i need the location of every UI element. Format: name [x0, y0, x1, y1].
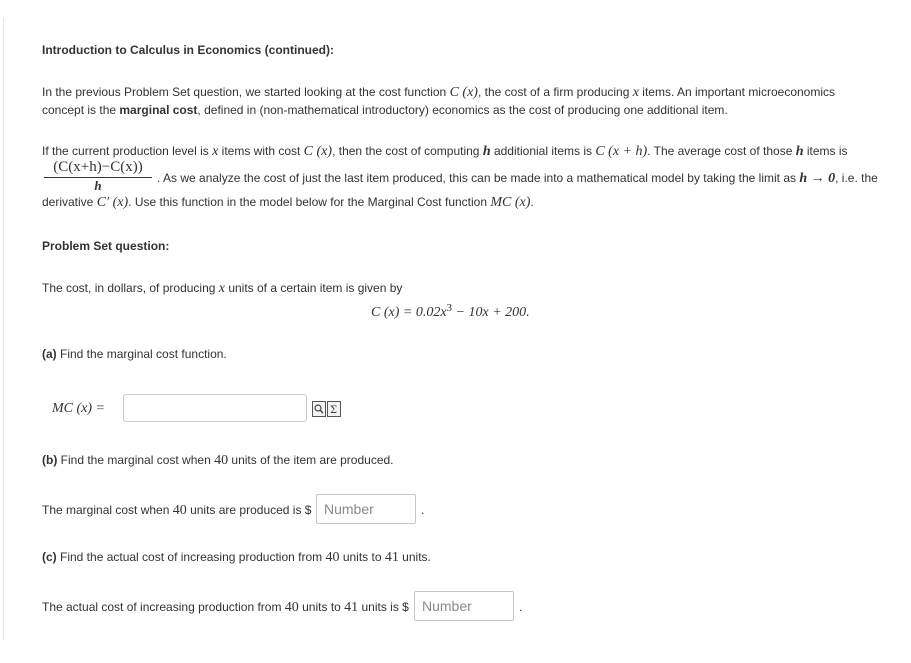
part-b-answer-text: The marginal cost when 40 units are produced is $ — [42, 503, 312, 518]
part-c-answer-text: The actual cost of increasing production from 40 units to 41 units is $ — [42, 600, 409, 615]
intro-line-3: If the current production level is x items with cost C (x), then the cost of computing h additionial items is C (x + h). The average cost of those h items is — [42, 144, 848, 159]
actual-cost-increase-input[interactable]: Number — [414, 591, 514, 621]
marginal-cost-40-input[interactable]: Number — [316, 494, 416, 524]
part-a-label: (a) Find the marginal cost function. — [42, 347, 227, 361]
problem-statement: The cost, in dollars, of producing x units of a certain item is given by — [42, 281, 403, 296]
problem-heading: Problem Set question: — [42, 239, 170, 253]
period: . — [519, 600, 523, 614]
intro-line-4: . As we analyze the cost of just the last item produced, this can be made into a mathematical model by taking the limit as h → 0, i.e. the — [157, 171, 878, 186]
intro-line-2: concept is the marginal cost, defined in (non-mathematical introductory) economics as the cost of producing one additional item. — [42, 103, 728, 117]
part-c-label: (c) Find the actual cost of increasing production from 40 units to 41 units. — [42, 550, 431, 565]
part-b-label: (b) Find the marginal cost when 40 units of the item are produced. — [42, 453, 394, 468]
equation-editor-icon[interactable] — [327, 401, 341, 417]
intro-line-5: derivative C′ (x). Use this function in the model below for the Marginal Cost function MC (x). — [42, 195, 534, 210]
left-border — [3, 18, 4, 640]
page-title: Introduction to Calculus in Economics (continued): — [42, 43, 334, 57]
preview-icon[interactable] — [312, 401, 326, 417]
period: . — [421, 503, 425, 517]
cost-formula: C $(x) = 0.02x^3 - 10x + 200$. — [371, 302, 530, 320]
svg-text:Σ: Σ — [330, 405, 338, 416]
intro-line-1: In the previous Problem Set question, we started looking at the cost function C (x), the cost of a firm producing x items. An important microeconomics — [42, 85, 836, 100]
mc-label: MC (x) = — [52, 401, 105, 416]
average-cost-fraction: (C(x+h)−C(x)) h — [44, 159, 152, 194]
marginal-cost-function-input[interactable] — [123, 394, 307, 422]
